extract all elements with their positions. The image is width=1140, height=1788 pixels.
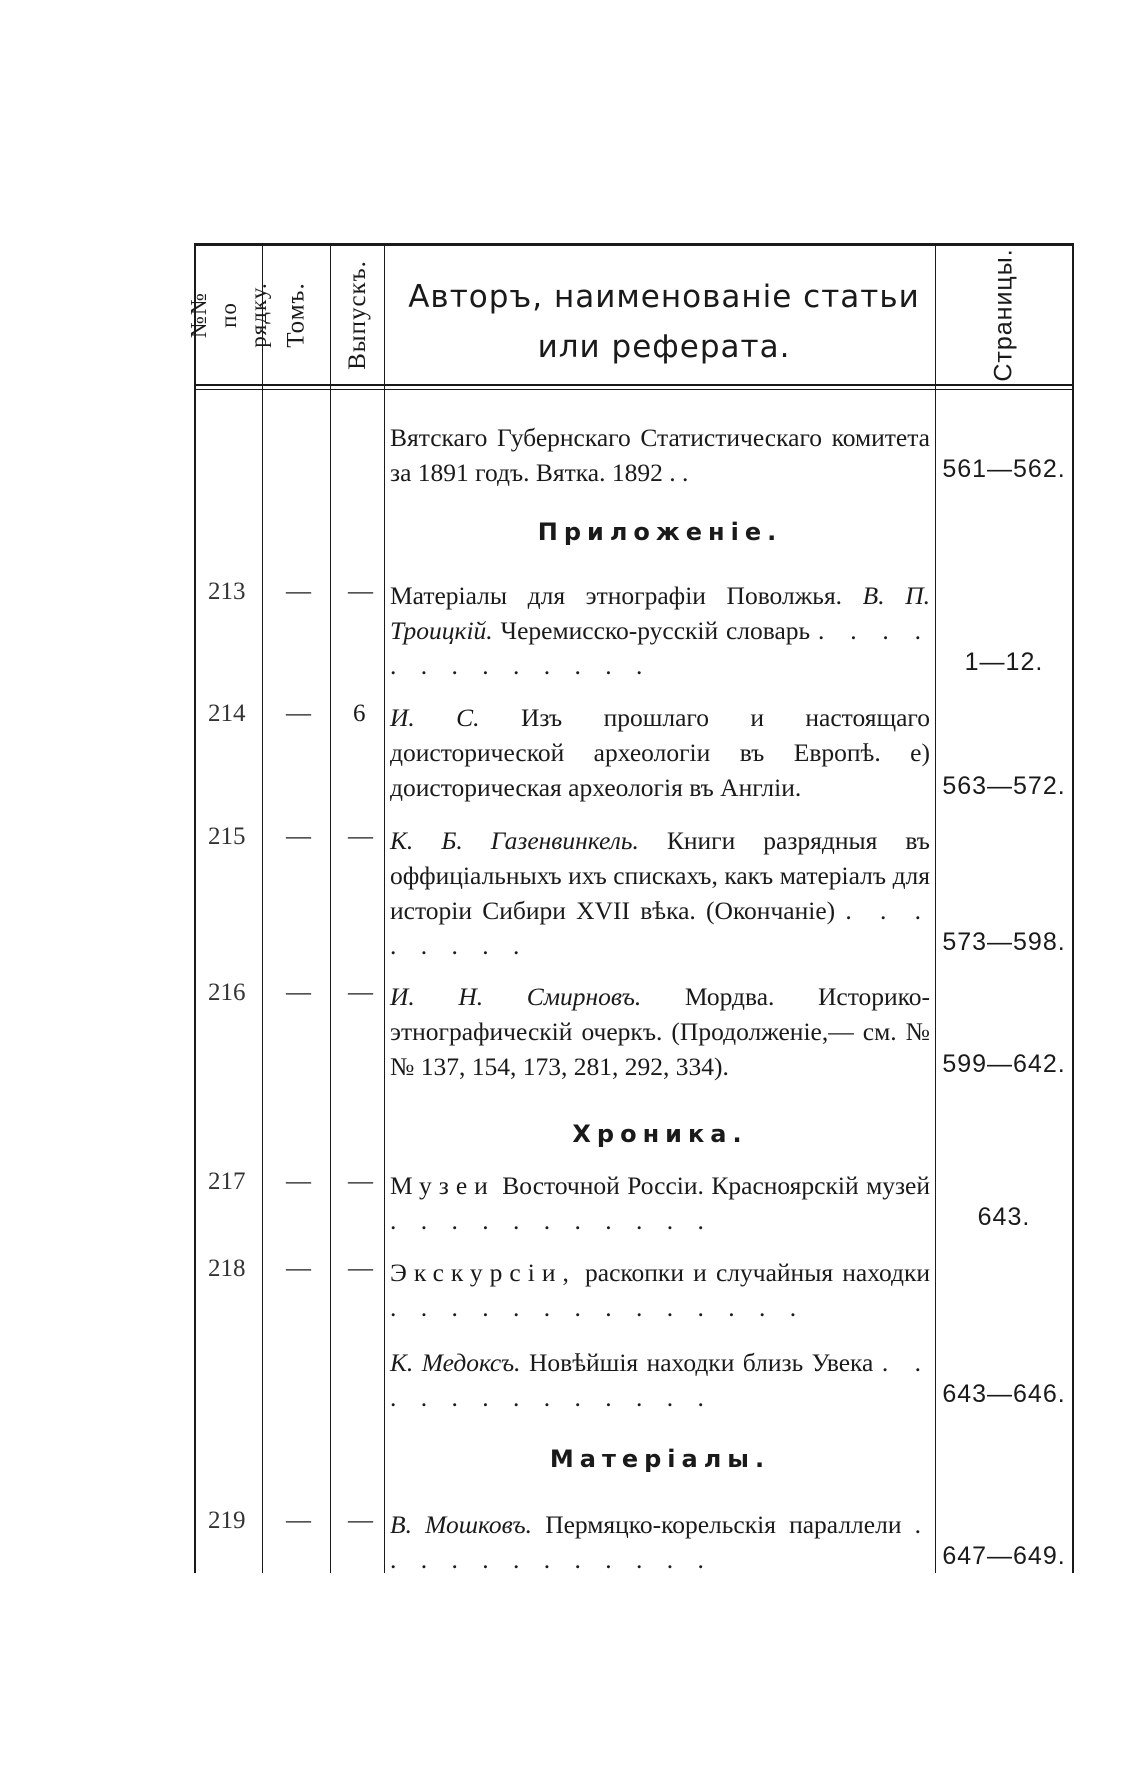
entry-217-pages: 643.: [977, 1203, 1031, 1231]
entry-218-sub-text: [390, 1345, 930, 1415]
entry-218-sub-title: Новѣйшія находки близь Увека: [528, 1348, 874, 1377]
entry-216-text: [390, 979, 930, 1084]
entry-216-volume: —: [286, 979, 311, 1006]
entry-217-leader: . . . . . . . . . . .: [390, 1206, 713, 1235]
entry-214-text: [390, 700, 930, 805]
divider-number-volume: [262, 245, 263, 1573]
section-heading-prilozhenie: Приложеніе.: [537, 518, 783, 546]
entry-218-title-spaced: Экскурсіи,: [390, 1258, 576, 1287]
header-pages-column: [936, 246, 1072, 384]
entry-218-sub-leader: . . . . . . . . . . . . .: [390, 1348, 931, 1412]
header-title: [388, 272, 940, 372]
divider-volume-issue: [330, 245, 331, 1573]
entry-218-title: раскопки и случайныя находки: [585, 1258, 931, 1287]
entry-217-text: [390, 1168, 930, 1238]
header-volume-label: Томъ.: [282, 282, 310, 348]
entry-213-pages: 1—12.: [964, 648, 1044, 676]
entry-214-issue: 6: [353, 700, 366, 727]
entry-213-title: Черемисско-русскій словарь: [500, 616, 811, 645]
entry-213-leader: . . . . . . . . . . . . .: [390, 616, 930, 680]
entry-213-volume: —: [286, 578, 311, 605]
entry-214-volume: —: [286, 700, 311, 727]
entry-218-leader: . . . . . . . . . . . . . .: [390, 1293, 806, 1322]
entry-215-text: [390, 823, 930, 963]
entry-218-sub-author: К. Медоксъ.: [390, 1348, 521, 1377]
entry-218-text: [390, 1255, 930, 1325]
right-border: [1072, 243, 1074, 1573]
entry-217-issue: —: [348, 1168, 373, 1195]
divider-issue-title: [384, 245, 385, 1573]
header-issue-column: [331, 246, 384, 384]
entry-219-number: 219: [208, 1507, 246, 1534]
header-issue-label: Выпускъ.: [343, 260, 371, 370]
header-number-label: №№ по рядку.: [186, 282, 271, 348]
divider-title-pages: [935, 245, 936, 1573]
entry-216-pages: 599—642.: [942, 1050, 1066, 1078]
entry-218-issue: —: [348, 1255, 373, 1282]
header-volume-column: [263, 246, 330, 384]
entry-219-author: В. Мошковъ.: [390, 1510, 533, 1539]
entry-216-number: 216: [208, 979, 246, 1006]
entry-219-pages: 647—649.: [942, 1542, 1066, 1570]
header-title-line2: или реферата.: [537, 329, 791, 365]
top-entry-pages: 561—562.: [942, 455, 1066, 483]
entry-214-pages: 563—572.: [942, 772, 1066, 800]
entry-213-number: 213: [208, 578, 246, 605]
entry-215-pages: 573—598.: [942, 928, 1066, 956]
entry-219-title: Пермяцко-корельскія параллели: [545, 1510, 902, 1539]
entry-213-title-pre: Матеріалы для этнографіи Поволжья.: [390, 581, 843, 610]
entry-213-author: В. П. Троицкій.: [390, 581, 930, 645]
entry-214-number: 214: [208, 700, 246, 727]
header-bottom-rule-2: [195, 389, 1073, 390]
entry-217-title: Восточной Россіи. Красноярскій музей: [502, 1171, 930, 1200]
entry-216-author: И. Н. Смирновъ.: [390, 982, 642, 1011]
header-bottom-rule: [195, 384, 1073, 386]
top-entry-title: Вятскаго Губернскаго Статистическаго комитета за 1891 годъ. Вятка. 1892 . .: [390, 423, 930, 487]
entry-215-author: К. Б. Газенвинкель.: [390, 826, 639, 855]
entry-215-number: 215: [208, 823, 246, 850]
header-title-line1: Авторъ, наименованіе статьи: [408, 279, 920, 315]
entry-215-title: Книги разрядныя въ оффиціальныхъ ихъ спискахъ, какъ матеріалъ для исторіи Сибири XVII вѣка. (Окончаніе): [390, 826, 930, 925]
entry-217-title-spaced: Музеи: [390, 1171, 495, 1200]
entry-218-volume: —: [286, 1255, 311, 1282]
section-heading-materialy: Матеріалы.: [549, 1445, 771, 1473]
entry-219-issue: —: [348, 1507, 373, 1534]
entry-218-pages: 643—646.: [942, 1380, 1066, 1408]
entry-213-issue: —: [348, 578, 373, 605]
header-number-column: [186, 246, 271, 384]
entry-216-issue: —: [348, 979, 373, 1006]
entry-214-author: И. С.: [390, 703, 480, 732]
entry-216-title: Мордва. Историко-этнографическій очеркъ. (Продолженіе,— см. №№ 137, 154, 173, 281, 292, 334).: [390, 982, 930, 1081]
entry-219-leader: . . . . . . . . . . . .: [390, 1510, 930, 1574]
entry-213-text: [390, 578, 930, 683]
entry-217-volume: —: [286, 1168, 311, 1195]
entry-219-text: [390, 1507, 930, 1577]
left-border: [194, 243, 196, 1573]
entry-219-volume: —: [286, 1507, 311, 1534]
section-heading-khronika: Хроника.: [572, 1120, 748, 1148]
header-pages-label: Страницы.: [989, 248, 1018, 382]
entry-215-volume: —: [286, 823, 311, 850]
entry-215-leader: . . . . . . . .: [390, 896, 931, 960]
entry-218-number: 218: [208, 1255, 246, 1282]
entry-214-title: Изъ прошлаго и настоящаго доисторической археологіи въ Европѣ. е) доисторическая археологія въ Англіи.: [390, 703, 930, 802]
top-entry-text: [390, 420, 930, 490]
entry-215-issue: —: [348, 823, 373, 850]
entry-217-number: 217: [208, 1168, 246, 1195]
